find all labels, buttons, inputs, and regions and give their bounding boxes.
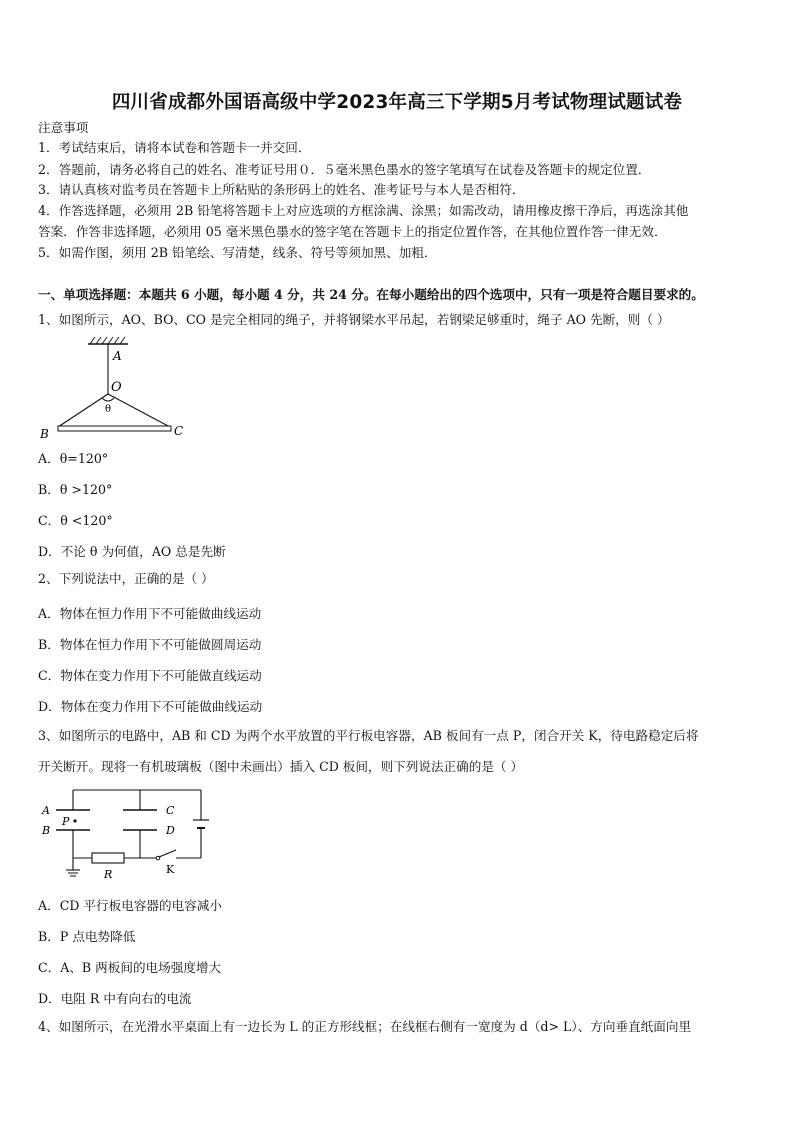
q3-circuit-figure [36,784,216,884]
question-1-stem: 1、如图所示，AO、BO、CO 是完全相同的绳子，并将钢梁水平吊起，若钢梁足够重时，绳子 AO 先断，则（ ） [38,312,670,327]
section-heading: 一、单项选择题：本题共 6 小题，每小题 4 分，共 24 分。在每小题给出的四个选项中，只有一项是符合题目要求的。 [38,287,704,302]
q1-option-a: A．θ=120° [38,451,109,466]
notice-item: 1．考试结束后，请将本试卷和答题卡一并交回． [38,140,311,155]
label-b: B [42,824,51,837]
q3-option-b: B．P 点电势降低 [38,929,136,944]
notice-item: 4．作答选择题，必须用 2B 铅笔将答题卡上对应选项的方框涂满、涂黑；如需改动，请用橡皮擦干净后，再选涂其他 [38,203,689,218]
q1-figure [36,334,196,444]
question-3-stem-cont: 开关断开。现将一有机玻璃板（图中未画出）插入 CD 板间，则下列说法正确的是（ ） [38,759,524,774]
q3-option-c: C．A、B 两板间的电场强度增大 [38,960,222,975]
notice-item: 答案．作答非选择题，必须用 05 毫米黑色墨水的签字笔在答题卡上的指定位置作答，在其他位置作答一律无效． [38,224,667,239]
question-3-stem: 3、如图所示的电路中，AB 和 CD 为两个水平放置的平行板电容器，AB 板间有一点 P，闭合开关 K，待电路稳定后将 [38,728,699,743]
question-2-stem: 2、下列说法中，正确的是（ ） [38,571,214,586]
label-p: P [62,815,70,828]
question-4-stem: 4、如图所示，在光滑水平桌面上有一边长为 L 的正方形线框；在线框右侧有一宽度为 d（d> L）、方向垂直纸面向里 [38,1019,692,1034]
label-theta: θ [105,404,112,415]
notice-item: 5．如需作图，须用 2B 铅笔绘、写清楚，线条、符号等须加黑、加粗． [38,245,437,260]
label-o: O [111,380,122,395]
label-b: B [40,427,49,441]
notice-item: 2．答题前，请务必将自己的姓名、准考证号用０．５毫米黑色墨水的签字笔填写在试卷及答题卡的规定位置． [38,162,651,177]
q3-option-d: D．电阻 R 中有向右的电流 [38,991,192,1006]
label-c: C [166,804,175,817]
q1-option-c: C．θ <120° [38,513,113,528]
notice-item: 3．请认真核对监考员在答题卡上所粘贴的条形码上的姓名、准考证号与本人是否相符． [38,182,525,197]
page-title: 四川省成都外国语高级中学2023年高三下学期5月考试物理试题试卷 [111,92,683,113]
q3-option-a: A．CD 平行板电容器的电容减小 [38,898,222,913]
q2-option-a: A．物体在恒力作用下不可能做曲线运动 [38,606,262,621]
label-a: A [42,804,50,817]
q2-option-b: B．物体在恒力作用下不可能做圆周运动 [38,637,262,652]
q1-option-b: B．θ >120° [38,482,113,497]
label-c: C [174,424,184,438]
notice-heading: 注意事项 [38,120,89,135]
label-k: K [166,863,175,876]
q1-option-d: D．不论 θ 为何值，AO 总是先断 [38,544,226,559]
label-d: D [166,824,175,837]
label-a: A [113,349,122,363]
q2-option-c: C．物体在变力作用下不可能做直线运动 [38,668,262,683]
q2-option-d: D．物体在变力作用下不可能做曲线运动 [38,699,263,714]
label-r: R [104,868,113,881]
